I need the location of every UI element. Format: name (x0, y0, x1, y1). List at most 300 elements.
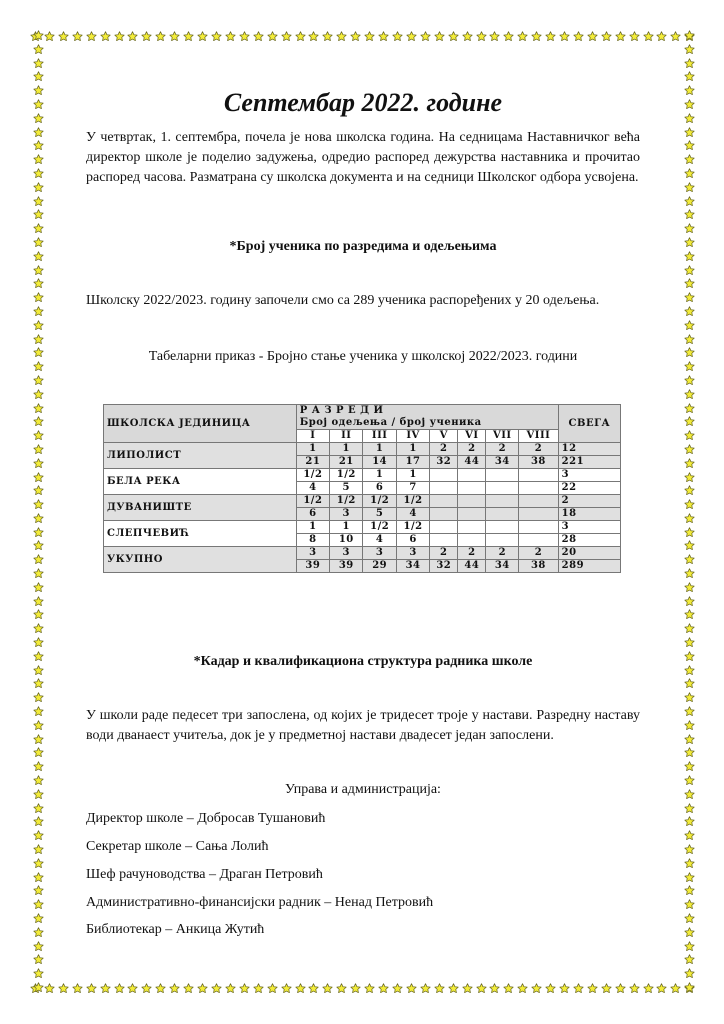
star-icon (684, 127, 695, 138)
students-cell: 38 (519, 456, 558, 469)
star-icon (489, 983, 500, 994)
star-icon (587, 983, 598, 994)
star-icon (33, 706, 44, 717)
star-icon (72, 983, 83, 994)
star-icon (33, 265, 44, 276)
classes-total-cell: 3 (558, 469, 620, 482)
star-icon (33, 472, 44, 483)
star-icon (684, 334, 695, 345)
classes-cell: 1/2 (363, 521, 396, 534)
star-icon (684, 513, 695, 524)
student-count-table (103, 404, 621, 573)
star-icon (670, 31, 681, 42)
star-icon (364, 31, 375, 42)
students-cell: 4 (396, 508, 429, 521)
star-icon (33, 775, 44, 786)
grade-header-cell: VII (486, 430, 519, 443)
star-icon (406, 983, 417, 994)
star-icon (684, 554, 695, 565)
star-icon (684, 389, 695, 400)
classes-cell: 1/2 (363, 495, 396, 508)
classes-total-cell: 3 (558, 521, 620, 534)
intro-paragraph: У четвртак, 1. септембра, почела је нова школска година. На седницама Наставничког већа директор школе је поделио задужења, одредио распоред дежурства наставника и прочитао распоред часова. Разматрана су школска документа и на седници Школског одбора усвојена. (86, 130, 640, 185)
star-icon (684, 885, 695, 896)
star-icon (253, 31, 264, 42)
students-cell: 34 (486, 456, 519, 469)
classes-cell: 3 (330, 547, 363, 560)
star-icon (684, 789, 695, 800)
star-icon (33, 692, 44, 703)
star-icon (44, 31, 55, 42)
star-icon (33, 58, 44, 69)
star-icon (684, 913, 695, 924)
star-icon (462, 31, 473, 42)
star-icon (684, 858, 695, 869)
star-icon (114, 31, 125, 42)
star-icon (33, 941, 44, 952)
star-icon (211, 983, 222, 994)
star-icon (684, 830, 695, 841)
star-icon (33, 596, 44, 607)
star-icon (33, 747, 44, 758)
star-icon (684, 237, 695, 248)
star-icon (33, 830, 44, 841)
star-icon (476, 983, 487, 994)
students-cell: 6 (363, 482, 396, 495)
classes-cell: 1 (330, 443, 363, 456)
star-icon (225, 31, 236, 42)
star-icon (33, 554, 44, 565)
star-icon (33, 361, 44, 372)
star-border-left (31, 30, 45, 994)
students-cell: 7 (396, 482, 429, 495)
star-icon (33, 720, 44, 731)
star-icon (406, 31, 417, 42)
star-icon (573, 31, 584, 42)
star-icon (684, 968, 695, 979)
star-icon (33, 416, 44, 427)
col-header-total: СВЕГА (558, 405, 620, 443)
school-name-cell: ДУВАНИШТЕ (104, 495, 297, 521)
star-icon (684, 168, 695, 179)
star-icon (100, 983, 111, 994)
star-icon (281, 31, 292, 42)
students-cell (486, 534, 519, 547)
classes-cell: 1 (330, 521, 363, 534)
classes-cell: 3 (296, 547, 329, 560)
star-icon (239, 31, 250, 42)
table-row-classes (104, 521, 621, 534)
star-icon (33, 803, 44, 814)
star-icon (684, 540, 695, 551)
students-cell: 39 (296, 560, 329, 573)
students-cell: 14 (363, 456, 396, 469)
classes-cell (458, 495, 486, 508)
school-name-cell: УКУПНО (104, 547, 297, 573)
star-icon (267, 983, 278, 994)
students-cell: 6 (296, 508, 329, 521)
star-icon (33, 430, 44, 441)
col-header-grades (296, 405, 558, 430)
col-header-grades-title: Р А З Р Е Д И (299, 405, 384, 416)
classes-cell: 2 (430, 547, 458, 560)
star-icon (33, 196, 44, 207)
classes-cell: 3 (396, 547, 429, 560)
star-icon (684, 251, 695, 262)
star-icon (476, 31, 487, 42)
star-icon (601, 31, 612, 42)
star-icon (503, 983, 514, 994)
star-icon (684, 596, 695, 607)
star-icon (33, 444, 44, 455)
star-icon (33, 499, 44, 510)
star-icon (33, 858, 44, 869)
students-cell: 34 (396, 560, 429, 573)
students-total-cell: 28 (558, 534, 620, 547)
section-heading-students: *Број ученика по разредима и одељењима (229, 239, 497, 254)
star-icon (350, 983, 361, 994)
star-icon (33, 154, 44, 165)
star-icon (684, 58, 695, 69)
star-icon (684, 734, 695, 745)
star-icon (127, 31, 138, 42)
students-cell: 34 (486, 560, 519, 573)
star-icon (656, 983, 667, 994)
classes-cell (486, 495, 519, 508)
grade-header-cell: II (330, 430, 363, 443)
students-cell: 8 (296, 534, 329, 547)
star-icon (253, 983, 264, 994)
classes-cell: 2 (519, 547, 558, 560)
star-icon (33, 872, 44, 883)
star-icon (33, 789, 44, 800)
grade-header-cell: IV (396, 430, 429, 443)
star-icon (267, 31, 278, 42)
table-row-classes (104, 495, 621, 508)
classes-cell: 2 (486, 547, 519, 560)
star-icon (58, 31, 69, 42)
classes-cell: 1 (363, 469, 396, 482)
star-icon (33, 927, 44, 938)
star-icon (33, 168, 44, 179)
table-row-classes (104, 547, 621, 560)
star-icon (545, 983, 556, 994)
classes-cell (486, 521, 519, 534)
star-icon (33, 113, 44, 124)
star-icon (601, 983, 612, 994)
star-icon (684, 265, 695, 276)
star-icon (684, 99, 695, 110)
star-icon (684, 568, 695, 579)
col-header-grades-subtitle: Број одељења / број ученика (299, 417, 482, 428)
star-icon (559, 31, 570, 42)
star-icon (684, 609, 695, 620)
students-cell: 21 (296, 456, 329, 469)
star-icon (684, 844, 695, 855)
star-icon (33, 609, 44, 620)
star-icon (33, 982, 44, 993)
page-title: Септембар 2022. године (223, 88, 503, 117)
star-icon (684, 692, 695, 703)
star-icon (684, 927, 695, 938)
star-icon (33, 334, 44, 345)
students-cell (519, 508, 558, 521)
col-header-school: ШКОЛСКА ЈЕДИНИЦА (104, 405, 297, 443)
star-icon (684, 182, 695, 193)
students-cell: 5 (330, 482, 363, 495)
students-cell (519, 482, 558, 495)
classes-cell (519, 495, 558, 508)
classes-cell (519, 469, 558, 482)
star-icon (127, 983, 138, 994)
star-icon (33, 182, 44, 193)
star-icon (629, 31, 640, 42)
classes-cell: 1 (296, 521, 329, 534)
classes-cell (486, 469, 519, 482)
star-icon (141, 983, 152, 994)
star-icon (33, 320, 44, 331)
star-icon (545, 31, 556, 42)
star-icon (684, 154, 695, 165)
classes-cell (430, 469, 458, 482)
star-icon (684, 306, 695, 317)
students-cell: 4 (363, 534, 396, 547)
students-cell: 38 (519, 560, 558, 573)
star-icon (684, 403, 695, 414)
classes-cell: 2 (458, 443, 486, 456)
star-icon (33, 237, 44, 248)
star-icon (684, 71, 695, 82)
star-icon (33, 734, 44, 745)
star-icon (33, 513, 44, 524)
students-cell: 39 (330, 560, 363, 573)
section-heading-staff: *Кадар и квалификациона структура радника школе (193, 654, 533, 669)
star-icon (86, 31, 97, 42)
star-icon (33, 568, 44, 579)
star-icon (434, 983, 445, 994)
star-icon (44, 983, 55, 994)
classes-cell: 1 (396, 443, 429, 456)
school-name-cell: БЕЛА РЕКА (104, 469, 297, 495)
star-icon (684, 278, 695, 289)
star-icon (684, 665, 695, 676)
star-icon (489, 31, 500, 42)
star-icon (33, 127, 44, 138)
star-icon (684, 803, 695, 814)
star-icon (392, 31, 403, 42)
star-icon (684, 872, 695, 883)
table-row-classes (104, 469, 621, 482)
star-icon (531, 31, 542, 42)
star-icon (684, 85, 695, 96)
star-icon (684, 761, 695, 772)
classes-cell: 2 (430, 443, 458, 456)
star-icon (462, 983, 473, 994)
students-cell: 44 (458, 560, 486, 573)
classes-cell: 2 (486, 443, 519, 456)
star-border-top (30, 29, 696, 43)
star-icon (33, 251, 44, 262)
star-icon (684, 623, 695, 634)
classes-cell (458, 469, 486, 482)
star-icon (684, 44, 695, 55)
star-icon (684, 527, 695, 538)
students-cell: 21 (330, 456, 363, 469)
classes-total-cell: 20 (558, 547, 620, 560)
star-icon (33, 678, 44, 689)
star-icon (72, 31, 83, 42)
students-cell (458, 534, 486, 547)
star-icon (615, 31, 626, 42)
star-icon (33, 582, 44, 593)
grade-header-cell: V (430, 430, 458, 443)
students-cell: 5 (363, 508, 396, 521)
star-icon (448, 983, 459, 994)
table-row-classes (104, 443, 621, 456)
star-icon (33, 899, 44, 910)
star-icon (684, 292, 695, 303)
star-icon (684, 582, 695, 593)
star-icon (448, 31, 459, 42)
staff-list-item: Шеф рачуноводства – Драган Петровић (86, 867, 323, 882)
star-icon (295, 983, 306, 994)
star-icon (684, 320, 695, 331)
star-icon (503, 31, 514, 42)
students-total-cell: 289 (558, 560, 620, 573)
star-icon (33, 816, 44, 827)
star-icon (364, 983, 375, 994)
star-icon (684, 720, 695, 731)
star-icon (643, 983, 654, 994)
students-cell (430, 482, 458, 495)
star-icon (308, 983, 319, 994)
star-icon (629, 983, 640, 994)
students-cell: 29 (363, 560, 396, 573)
star-icon (684, 747, 695, 758)
star-icon (197, 983, 208, 994)
classes-cell: 1/2 (296, 469, 329, 482)
classes-cell: 3 (363, 547, 396, 560)
students-cell: 32 (430, 456, 458, 469)
star-icon (33, 844, 44, 855)
classes-cell: 2 (519, 443, 558, 456)
staff-paragraph: У школи раде педесет три запослена, од којих је тридесет троје у настави. Разредну наставу води дванаест учитеља, док је у предметној настави двадесет један запослени. (86, 708, 640, 743)
star-icon (33, 389, 44, 400)
students-cell: 17 (396, 456, 429, 469)
star-icon (86, 983, 97, 994)
star-icon (33, 403, 44, 414)
star-icon (420, 983, 431, 994)
star-icon (322, 983, 333, 994)
star-icon (684, 430, 695, 441)
grade-header-cell: VI (458, 430, 486, 443)
table-caption: Табеларни приказ - Бројно стање ученика у школској 2022/2023. години (148, 349, 578, 364)
grade-header-cell: I (296, 430, 329, 443)
star-icon (322, 31, 333, 42)
classes-total-cell: 12 (558, 443, 620, 456)
star-icon (295, 31, 306, 42)
star-icon (33, 223, 44, 234)
staff-list-item: Секретар школе – Сања Лолић (86, 839, 269, 854)
star-icon (684, 982, 695, 993)
star-icon (531, 983, 542, 994)
star-icon (114, 983, 125, 994)
star-icon (573, 983, 584, 994)
students-cell: 10 (330, 534, 363, 547)
star-icon (684, 347, 695, 358)
star-icon (308, 31, 319, 42)
students-total-cell: 22 (558, 482, 620, 495)
classes-cell: 1/2 (330, 469, 363, 482)
star-icon (392, 983, 403, 994)
classes-cell (430, 495, 458, 508)
star-icon (684, 485, 695, 496)
students-cell (430, 534, 458, 547)
star-icon (197, 31, 208, 42)
star-icon (33, 306, 44, 317)
star-icon (517, 31, 528, 42)
star-icon (33, 278, 44, 289)
star-icon (670, 983, 681, 994)
star-icon (684, 209, 695, 220)
star-icon (33, 540, 44, 551)
classes-cell: 1/2 (296, 495, 329, 508)
star-icon (58, 983, 69, 994)
admin-heading: Управа и администрација: (285, 782, 441, 797)
classes-cell: 1/2 (396, 521, 429, 534)
star-icon (643, 31, 654, 42)
star-icon (33, 99, 44, 110)
star-icon (33, 44, 44, 55)
classes-cell (458, 521, 486, 534)
star-icon (615, 983, 626, 994)
students-cell (430, 508, 458, 521)
students-cell: 4 (296, 482, 329, 495)
star-icon (33, 885, 44, 896)
staff-list-item: Библиотекар – Анкица Жутић (86, 922, 265, 937)
school-name-cell: СЛЕПЧЕВИЋ (104, 521, 297, 547)
star-icon (169, 31, 180, 42)
star-icon (33, 485, 44, 496)
school-name-cell: ЛИПОЛИСТ (104, 443, 297, 469)
star-icon (169, 983, 180, 994)
star-icon (33, 968, 44, 979)
star-icon (684, 899, 695, 910)
classes-cell: 1 (363, 443, 396, 456)
star-icon (33, 209, 44, 220)
star-icon (336, 31, 347, 42)
star-icon (378, 31, 389, 42)
star-icon (587, 31, 598, 42)
star-icon (684, 444, 695, 455)
star-icon (684, 499, 695, 510)
star-icon (239, 983, 250, 994)
star-icon (684, 941, 695, 952)
students-total-cell: 18 (558, 508, 620, 521)
star-border-bottom (30, 981, 696, 995)
star-icon (684, 954, 695, 965)
star-icon (33, 347, 44, 358)
star-icon (684, 140, 695, 151)
students-cell: 6 (396, 534, 429, 547)
star-icon (684, 30, 695, 41)
star-icon (211, 31, 222, 42)
star-icon (33, 637, 44, 648)
star-icon (33, 375, 44, 386)
star-icon (33, 30, 44, 41)
star-icon (656, 31, 667, 42)
star-icon (33, 954, 44, 965)
